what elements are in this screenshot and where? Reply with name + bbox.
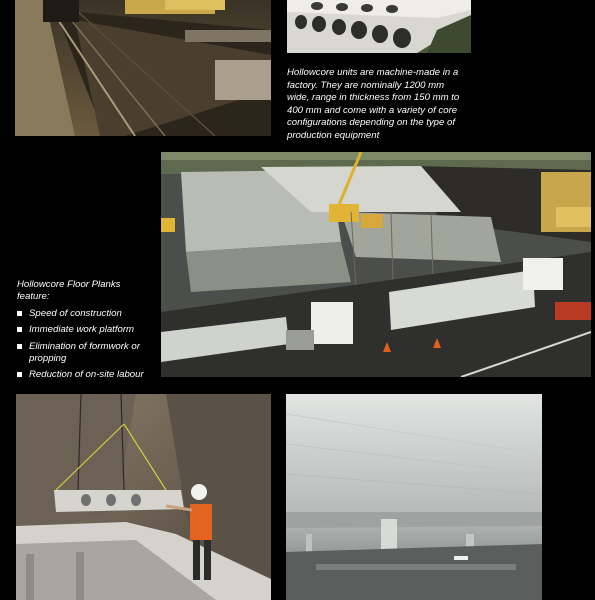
caption-line: production equipment <box>287 129 380 141</box>
caption-line: wide, range in thickness from 150 mm to <box>287 92 460 104</box>
features-panel <box>17 279 162 386</box>
feature-text: Reduction of on-site labour <box>29 369 144 381</box>
bullet-icon <box>17 327 22 332</box>
feature-text: Elimination of formwork or propping <box>29 340 140 365</box>
list-item <box>17 324 162 336</box>
bullet-icon <box>17 311 22 316</box>
feature-text: Immediate work platform <box>29 324 135 336</box>
caption-line: Hollowcore units are machine-made in a <box>287 67 459 78</box>
bullet-icon <box>17 344 22 349</box>
features-list <box>17 308 162 382</box>
construction-site-photo <box>161 152 591 377</box>
bullet-icon <box>17 372 22 377</box>
features-title-line: Hollowcore Floor Planks <box>17 279 121 290</box>
features-title-line: feature: <box>17 291 50 303</box>
list-item <box>17 308 162 320</box>
feature-text: Speed of construction <box>29 307 122 319</box>
hollowcore-section-photo <box>287 0 471 53</box>
finished-ceiling-photo <box>286 394 542 600</box>
caption-line: 400 mm and come with a variety of core <box>287 104 458 116</box>
list-item <box>17 341 162 366</box>
caption-line: configurations depending on the type of <box>287 117 456 129</box>
caption-line: factory. They are nominally 1200 mm <box>287 79 445 91</box>
factory-photo <box>15 0 271 136</box>
crane-lift-photo <box>16 394 271 600</box>
list-item <box>17 369 162 381</box>
hollowcore-caption <box>287 67 477 143</box>
